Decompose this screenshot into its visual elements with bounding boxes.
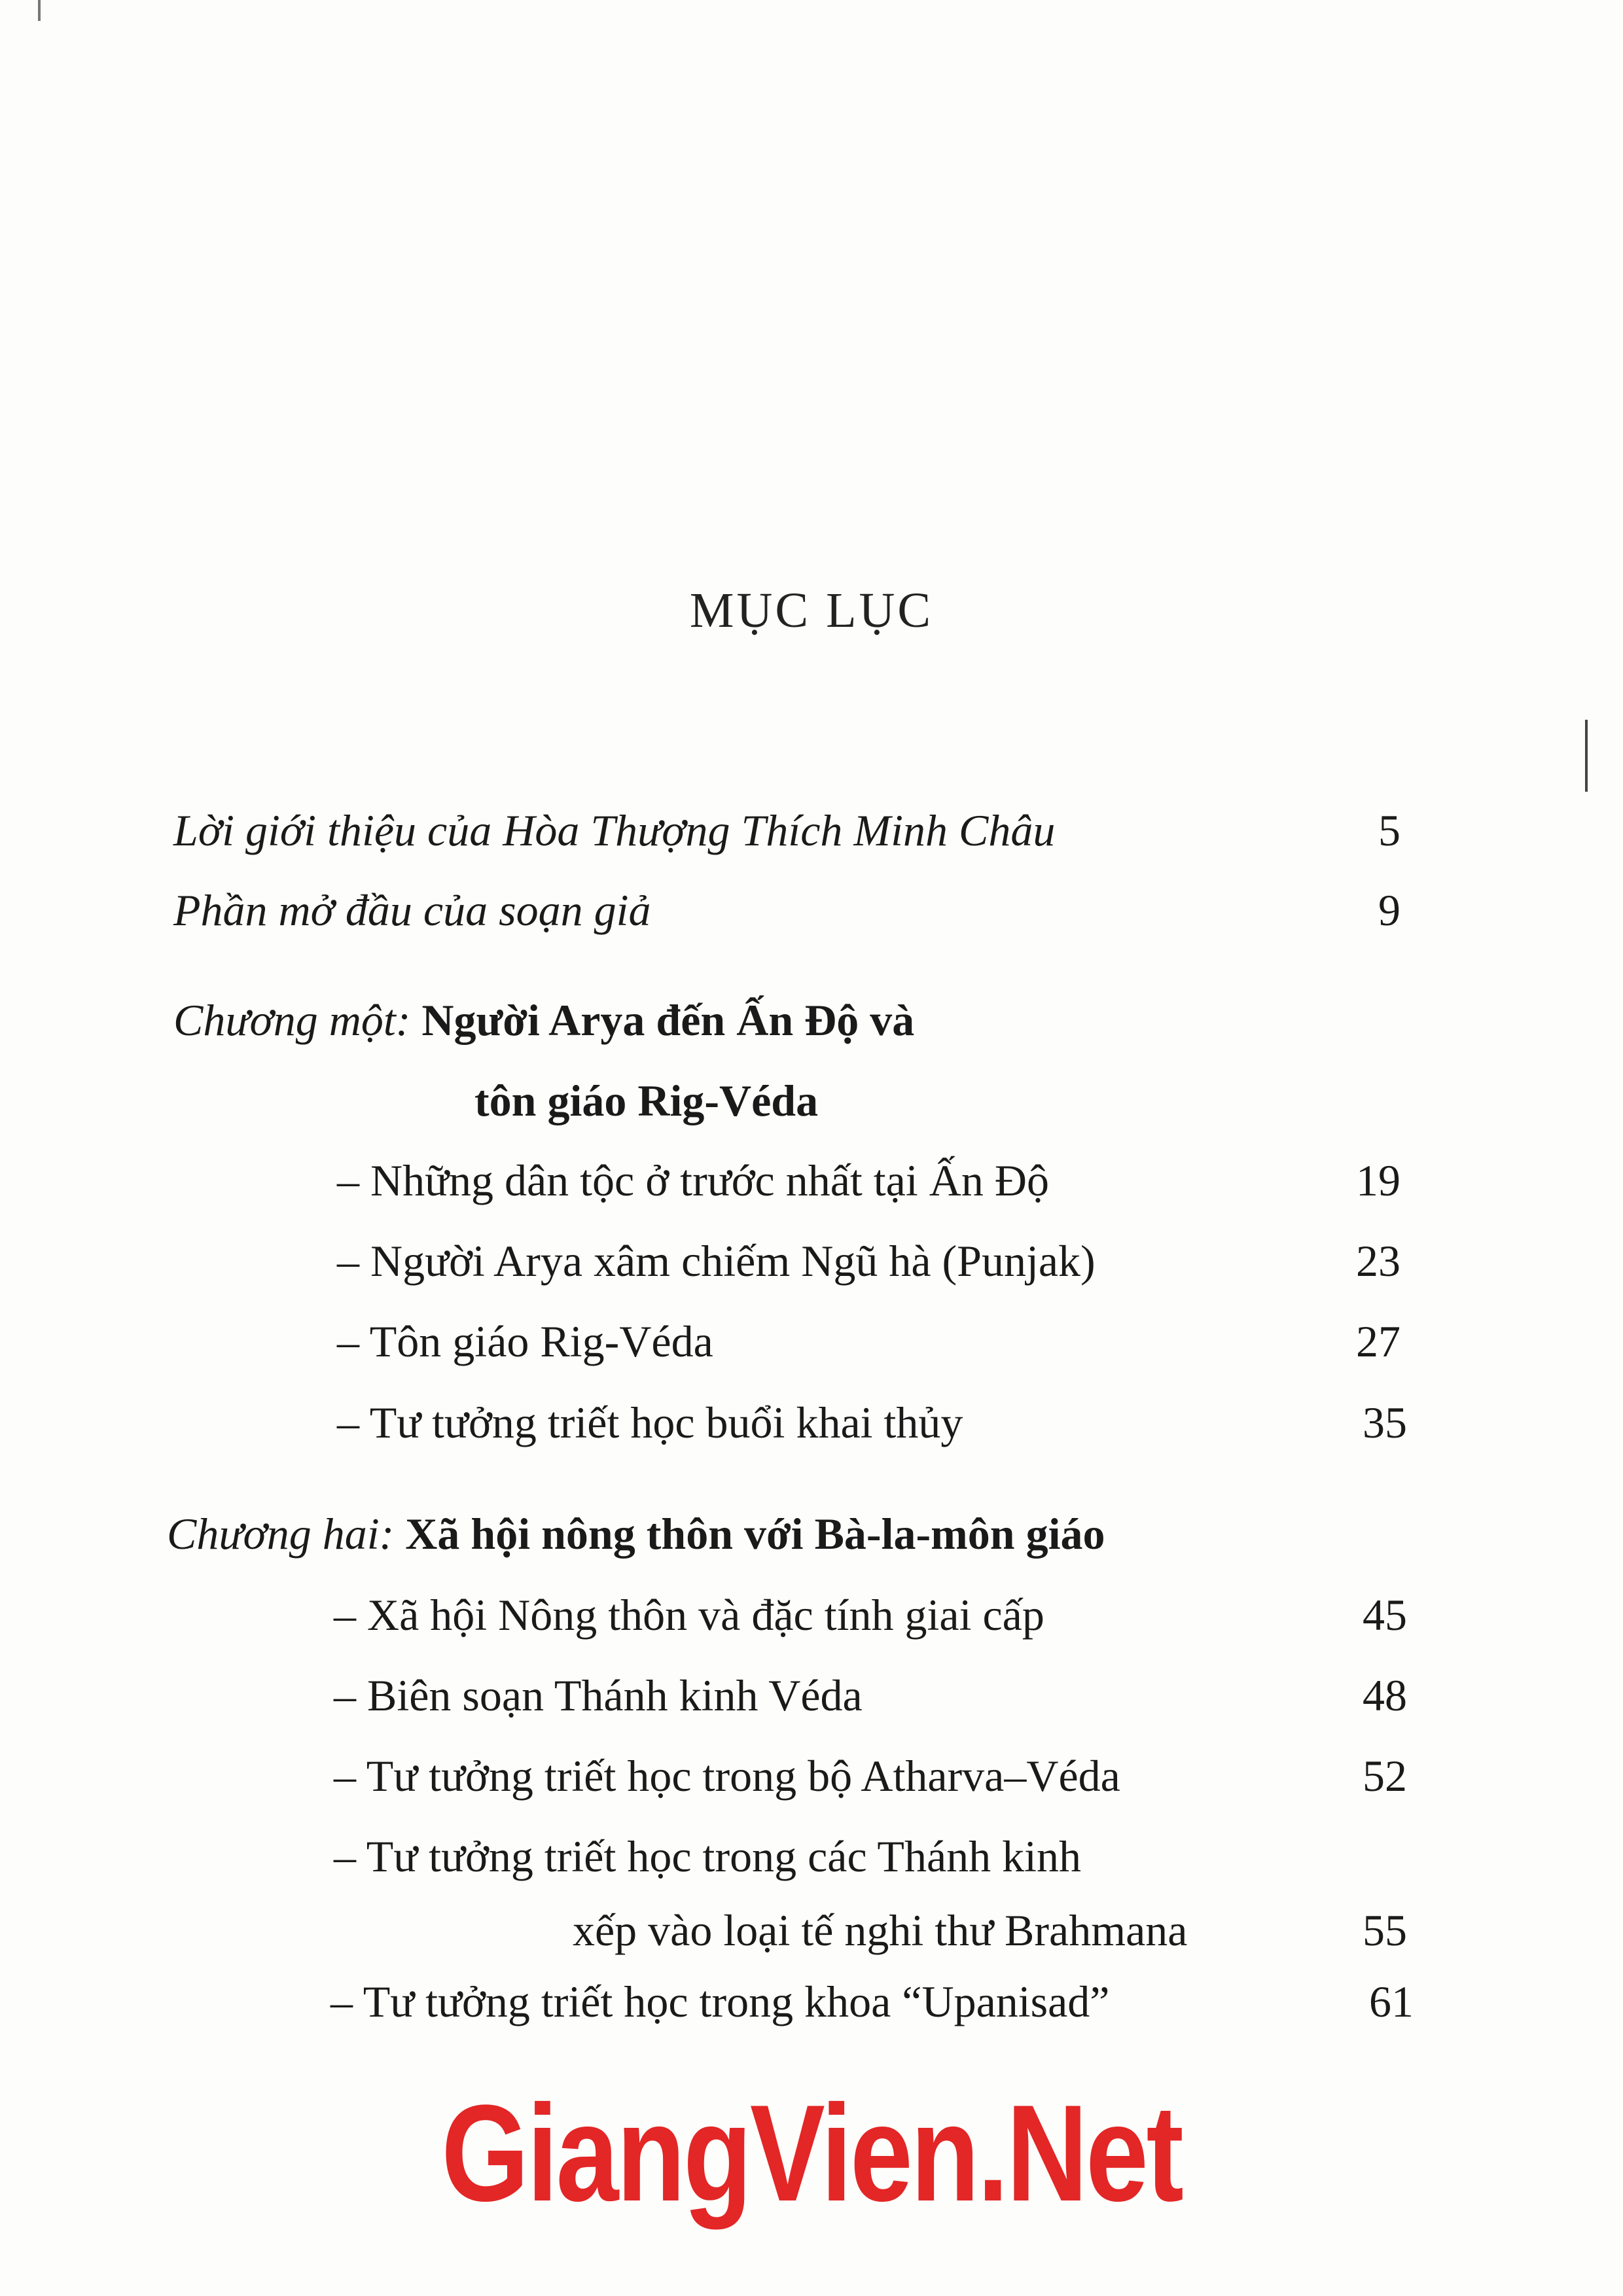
toc-item-continued: xếp vào loại tế nghi thư Brahmana (573, 1905, 1188, 1955)
toc-item: – Biên soạn Thánh kinh Véda (334, 1670, 863, 1720)
chapter-heading (167, 1509, 1105, 1559)
page-number: 35 (1363, 1398, 1407, 1447)
toc-item: – Xã hội Nông thôn và đặc tính giai cấp (334, 1590, 1044, 1640)
chapter-heading (173, 995, 915, 1045)
page-number: 23 (1356, 1236, 1400, 1286)
chapter-label: Chương một: (173, 995, 411, 1045)
page-number: 48 (1363, 1670, 1407, 1720)
page-number: 61 (1369, 1977, 1414, 2026)
page-number: 45 (1363, 1590, 1407, 1640)
chapter-title: Người Arya đến Ấn Độ và (421, 995, 915, 1045)
page-number: 52 (1363, 1751, 1407, 1801)
chapter-title-continued: tôn giáo Rig-Véda (474, 1076, 819, 1125)
toc-item: – Tư tưởng triết học trong khoa “Upanisad” (330, 1977, 1110, 2026)
toc-item: – Những dân tộc ở trước nhất tại Ấn Độ (337, 1156, 1049, 1205)
toc-item: – Người Arya xâm chiếm Ngũ hà (Punjak) (337, 1236, 1096, 1286)
chapter-label: Chương hai: (167, 1509, 395, 1559)
toc-item: – Tư tưởng triết học trong các Thánh kinh (334, 1831, 1082, 1881)
page-number: 9 (1378, 885, 1400, 935)
page-title: MỤC LỤC (689, 583, 934, 638)
scan-mark (38, 0, 41, 21)
toc-item: – Tôn giáo Rig-Véda (337, 1316, 713, 1366)
toc-entry: Lời giới thiệu của Hòa Thượng Thích Minh Châu (173, 805, 1056, 855)
toc-entry: Phần mở đầu của soạn giả (173, 885, 651, 935)
page-number: 55 (1363, 1905, 1407, 1955)
scan-mark (1585, 720, 1588, 792)
chapter-title: Xã hội nông thôn với Bà-la-môn giáo (405, 1509, 1105, 1559)
page-number: 27 (1356, 1316, 1400, 1366)
page-number: 5 (1378, 805, 1400, 855)
watermark: GiangVien.Net (441, 2076, 1182, 2230)
page-number: 19 (1356, 1156, 1400, 1205)
toc-item: – Tư tưởng triết học buổi khai thủy (337, 1398, 963, 1447)
toc-item: – Tư tưởng triết học trong bộ Atharva–Véda (334, 1751, 1120, 1801)
